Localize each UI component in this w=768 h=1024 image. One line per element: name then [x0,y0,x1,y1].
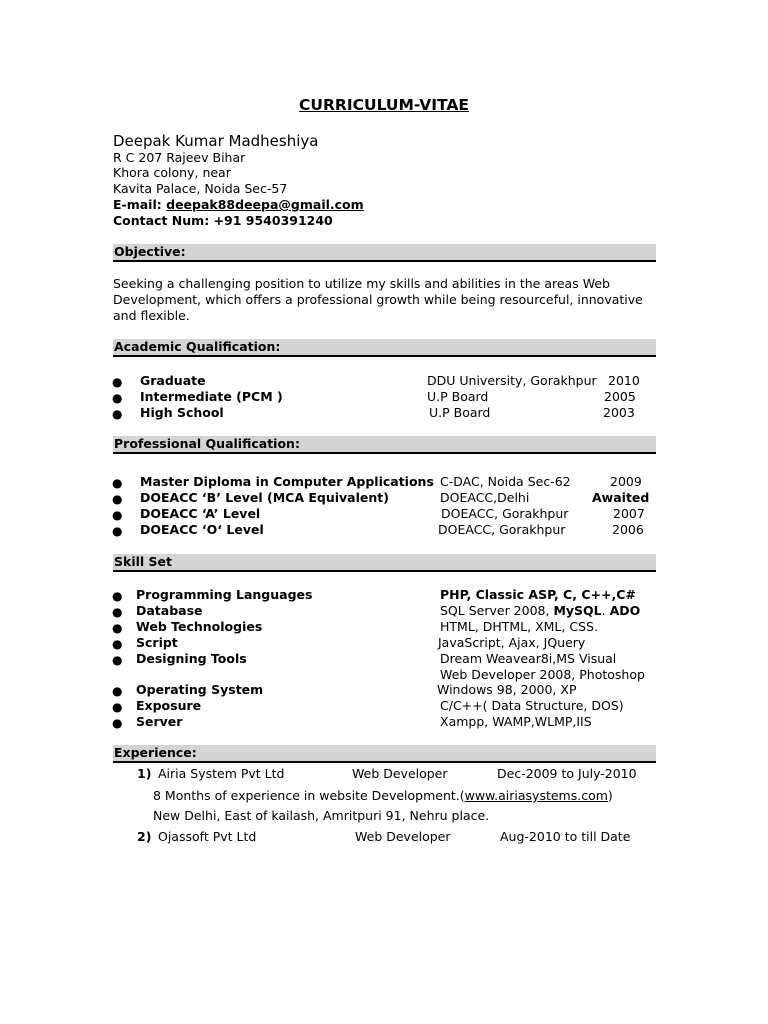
bullet-icon: ● [112,476,123,490]
academic-degree: High School [140,405,224,420]
section-academic: Academic Qualification: [113,339,656,357]
experience-number: 1) [137,766,152,781]
skill-value-database [440,603,640,619]
bullet-icon: ● [112,621,123,635]
academic-year: 2003 [603,405,635,420]
bullet-icon: ● [112,391,123,405]
skill-value-programming: PHP, Classic ASP, C, C++,C# [440,587,636,602]
skill-value-part: ADO [609,603,641,618]
company-website-link[interactable]: www.airiasystems.com [464,788,608,803]
skill-label-server: Server [136,714,183,729]
skill-value-designing-2: Web Developer 2008, Photoshop [440,667,645,682]
bullet-icon: ● [112,524,123,538]
bullet-icon: ● [112,375,123,389]
academic-institute: U.P Board [429,405,491,420]
bullet-icon: ● [112,700,123,714]
professional-course: DOEACC ‘B’ Level (MCA Equivalent) [140,490,389,505]
skill-value-script: JavaScript, Ajax, JQuery [438,635,586,650]
professional-course: Master Diploma in Computer Applications [140,474,434,489]
section-professional: Professional Qualification: [113,436,656,454]
page-title: CURRICULUM-VITAE [299,96,469,114]
address-line-1: R C 207 Rajeev Bihar [113,150,246,165]
experience-detail-text: ) [607,788,613,803]
skill-label-programming: Programming Languages [136,587,313,602]
professional-institute: DOEACC,Delhi [440,490,530,505]
bullet-icon: ● [112,492,123,506]
professional-institute: C-DAC, Noida Sec-62 [440,474,571,489]
experience-role: Web Developer [355,829,451,844]
skill-label-web: Web Technologies [136,619,263,634]
skill-value-designing-1: Dream Weavear8i,MS Visual [440,651,617,666]
bullet-icon: ● [112,605,123,619]
skill-value-part: . [601,603,610,618]
email-row [113,197,364,213]
skill-value-web: HTML, DHTML, XML, CSS. [440,619,598,634]
contact-number: +91 9540391240 [213,213,333,228]
experience-role: Web Developer [352,766,448,781]
bullet-icon: ● [112,407,123,421]
professional-year: 2007 [613,506,645,521]
experience-period: Aug-2010 to till Date [500,829,631,844]
email-link[interactable]: deepak88deepa@gmail.com [166,197,364,212]
skill-value-part: SQL Server 2008, [440,603,554,618]
professional-year: 2006 [612,522,644,537]
bullet-icon: ● [112,653,123,667]
experience-company: Airia System Pvt Ltd [158,766,285,781]
skill-value-os: Windows 98, 2000, XP [437,682,577,697]
objective-text: Seeking a challenging position to utilize my skills and abilities in the areas Web Development, which offers a professional growth while being resourceful, innovative and flexible. [113,276,643,323]
academic-degree: Intermediate (PCM ) [140,389,283,404]
academic-year: 2005 [604,389,636,404]
bullet-icon: ● [112,589,123,603]
experience-company: Ojassoft Pvt Ltd [158,829,257,844]
bullet-icon: ● [112,684,123,698]
email-label: E-mail: [113,197,162,212]
experience-period: Dec-2009 to July-2010 [497,766,637,781]
section-objective: Objective: [113,244,656,262]
academic-year: 2010 [608,373,640,388]
academic-institute: U.P Board [427,389,489,404]
skill-value-part: MySQL [553,603,602,618]
skill-label-designing: Designing Tools [136,651,247,666]
experience-detail-text: 8 Months of experience in website Development.( [153,788,465,803]
bullet-icon: ● [112,716,123,730]
section-experience: Experience: [113,745,656,763]
contact-label: Contact Num: [113,213,210,228]
contact-row [113,213,333,229]
section-skills: Skill Set [113,554,656,572]
experience-number: 2) [137,829,152,844]
professional-institute: DOEACC, Gorakhpur [438,522,566,537]
professional-year: Awaited [592,490,650,505]
professional-year: 2009 [610,474,642,489]
skill-label-exposure: Exposure [136,698,202,713]
skill-value-server: Xampp, WAMP,WLMP,IIS [440,714,592,729]
skill-label-script: Script [136,635,178,650]
bullet-icon: ● [112,637,123,651]
academic-degree: Graduate [140,373,206,388]
experience-detail-1 [153,788,613,804]
skill-label-os: Operating System [136,682,264,697]
academic-institute: DDU University, Gorakhpur [427,373,597,388]
bullet-icon: ● [112,508,123,522]
skill-value-exposure: C/C++( Data Structure, DOS) [440,698,624,713]
experience-detail-2: New Delhi, East of kailash, Amritpuri 91, Nehru place. [153,808,490,823]
professional-course: DOEACC ‘O‘ Level [140,522,264,537]
skill-label-database: Database [136,603,203,618]
address-line-3: Kavita Palace, Noida Sec-57 [113,181,288,196]
candidate-name: Deepak Kumar Madheshiya [113,132,319,150]
address-line-2: Khora colony, near [113,165,231,180]
professional-institute: DOEACC, Gorakhpur [441,506,569,521]
professional-course: DOEACC ‘A’ Level [140,506,261,521]
